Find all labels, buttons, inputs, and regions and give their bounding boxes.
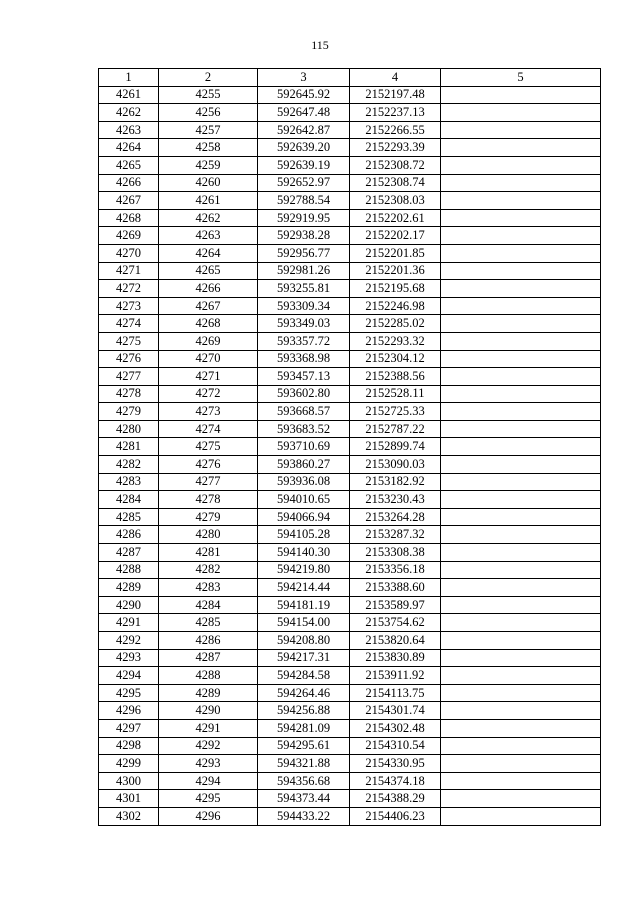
table-cell-col-1: 4288 xyxy=(99,561,159,579)
table-cell-col-5 xyxy=(441,579,601,597)
table-row xyxy=(99,209,601,227)
table-cell-col-3: 594066.94 xyxy=(258,508,350,526)
table-cell-col-2: 4296 xyxy=(159,807,258,825)
table-row xyxy=(99,280,601,298)
table-cell-col-4: 2154302.48 xyxy=(350,719,441,737)
table-cell-col-3: 592647.48 xyxy=(258,104,350,122)
table-row xyxy=(99,315,601,333)
table-row xyxy=(99,807,601,825)
table-row xyxy=(99,244,601,262)
table-cell-col-3: 594154.00 xyxy=(258,614,350,632)
table-row xyxy=(99,385,601,403)
table-cell-col-4: 2152202.61 xyxy=(350,209,441,227)
table-body xyxy=(99,86,601,825)
table-cell-col-2: 4289 xyxy=(159,684,258,702)
table-cell-col-4: 2154374.18 xyxy=(350,772,441,790)
table-cell-col-1: 4295 xyxy=(99,684,159,702)
table-cell-col-2: 4295 xyxy=(159,790,258,808)
table-cell-col-4: 2152246.98 xyxy=(350,297,441,315)
table-cell-col-2: 4260 xyxy=(159,174,258,192)
table-cell-col-3: 593860.27 xyxy=(258,456,350,474)
table-row xyxy=(99,649,601,667)
table-cell-col-1: 4262 xyxy=(99,104,159,122)
table-cell-col-3: 592645.92 xyxy=(258,86,350,104)
table-cell-col-2: 4282 xyxy=(159,561,258,579)
table-cell-col-4: 2153589.97 xyxy=(350,596,441,614)
table-cell-col-3: 594295.61 xyxy=(258,737,350,755)
table-cell-col-1: 4286 xyxy=(99,526,159,544)
table-cell-col-3: 594181.19 xyxy=(258,596,350,614)
table-row xyxy=(99,262,601,280)
table-row xyxy=(99,456,601,474)
table-cell-col-4: 2154301.74 xyxy=(350,702,441,720)
table-cell-col-4: 2154388.29 xyxy=(350,790,441,808)
table-row xyxy=(99,790,601,808)
table-cell-col-1: 4291 xyxy=(99,614,159,632)
table-cell-col-3: 593357.72 xyxy=(258,332,350,350)
table-cell-col-4: 2153308.38 xyxy=(350,544,441,562)
table-cell-col-3: 593602.80 xyxy=(258,385,350,403)
table-cell-col-4: 2154310.54 xyxy=(350,737,441,755)
table-cell-col-5 xyxy=(441,790,601,808)
table-row xyxy=(99,561,601,579)
table-cell-col-4: 2152201.85 xyxy=(350,244,441,262)
table-cell-col-4: 2153754.62 xyxy=(350,614,441,632)
table-row xyxy=(99,737,601,755)
table-cell-col-2: 4270 xyxy=(159,350,258,368)
table-cell-col-5 xyxy=(441,614,601,632)
table-cell-col-1: 4299 xyxy=(99,755,159,773)
table-row xyxy=(99,368,601,386)
table-cell-col-1: 4298 xyxy=(99,737,159,755)
table-row xyxy=(99,544,601,562)
column-header-5: 5 xyxy=(441,69,601,87)
table-cell-col-4: 2152388.56 xyxy=(350,368,441,386)
table-cell-col-4: 2152528.11 xyxy=(350,385,441,403)
table-cell-col-2: 4288 xyxy=(159,667,258,685)
table-cell-col-5 xyxy=(441,315,601,333)
table-cell-col-2: 4286 xyxy=(159,632,258,650)
table-cell-col-5 xyxy=(441,772,601,790)
table-cell-col-2: 4294 xyxy=(159,772,258,790)
table-cell-col-4: 2152202.17 xyxy=(350,227,441,245)
table-cell-col-1: 4280 xyxy=(99,420,159,438)
table-cell-col-4: 2152304.12 xyxy=(350,350,441,368)
table-cell-col-3: 593255.81 xyxy=(258,280,350,298)
table-cell-col-4: 2154113.75 xyxy=(350,684,441,702)
table-cell-col-4: 2152899.74 xyxy=(350,438,441,456)
table-cell-col-2: 4265 xyxy=(159,262,258,280)
table-cell-col-1: 4302 xyxy=(99,807,159,825)
table-row xyxy=(99,684,601,702)
table-cell-col-1: 4287 xyxy=(99,544,159,562)
table-cell-col-1: 4282 xyxy=(99,456,159,474)
table-cell-col-3: 593710.69 xyxy=(258,438,350,456)
table-cell-col-4: 2153230.43 xyxy=(350,491,441,509)
table-row xyxy=(99,227,601,245)
table-cell-col-5 xyxy=(441,473,601,491)
table-cell-col-5 xyxy=(441,508,601,526)
table-cell-col-3: 593457.13 xyxy=(258,368,350,386)
table-cell-col-2: 4291 xyxy=(159,719,258,737)
table-cell-col-4: 2153830.89 xyxy=(350,649,441,667)
table-cell-col-2: 4261 xyxy=(159,192,258,210)
table-cell-col-4: 2153264.28 xyxy=(350,508,441,526)
table-header-row xyxy=(99,69,601,87)
table-row xyxy=(99,614,601,632)
table-cell-col-3: 594010.65 xyxy=(258,491,350,509)
table-row xyxy=(99,332,601,350)
table-cell-col-3: 594284.58 xyxy=(258,667,350,685)
table-cell-col-2: 4285 xyxy=(159,614,258,632)
table-cell-col-2: 4256 xyxy=(159,104,258,122)
column-header-2: 2 xyxy=(159,69,258,87)
table-cell-col-5 xyxy=(441,297,601,315)
table-cell-col-4: 2152197.48 xyxy=(350,86,441,104)
table-cell-col-1: 4264 xyxy=(99,139,159,157)
table-cell-col-3: 593349.03 xyxy=(258,315,350,333)
table-row xyxy=(99,526,601,544)
table-cell-col-3: 592788.54 xyxy=(258,192,350,210)
table-row xyxy=(99,420,601,438)
table-row xyxy=(99,579,601,597)
table-cell-col-2: 4263 xyxy=(159,227,258,245)
table-cell-col-5 xyxy=(441,456,601,474)
table-cell-col-3: 592938.28 xyxy=(258,227,350,245)
table-cell-col-3: 593936.08 xyxy=(258,473,350,491)
table-row xyxy=(99,139,601,157)
table-row xyxy=(99,156,601,174)
table-cell-col-5 xyxy=(441,596,601,614)
table-cell-col-3: 593309.34 xyxy=(258,297,350,315)
table-cell-col-2: 4259 xyxy=(159,156,258,174)
table-cell-col-1: 4270 xyxy=(99,244,159,262)
table-cell-col-1: 4273 xyxy=(99,297,159,315)
table-cell-col-2: 4267 xyxy=(159,297,258,315)
table-cell-col-5 xyxy=(441,174,601,192)
table-cell-col-1: 4269 xyxy=(99,227,159,245)
table-cell-col-1: 4271 xyxy=(99,262,159,280)
table-cell-col-3: 594256.88 xyxy=(258,702,350,720)
table-cell-col-5 xyxy=(441,280,601,298)
table-cell-col-4: 2152293.39 xyxy=(350,139,441,157)
table-cell-col-2: 4290 xyxy=(159,702,258,720)
table-cell-col-3: 592639.20 xyxy=(258,139,350,157)
table-row xyxy=(99,596,601,614)
table-cell-col-5 xyxy=(441,350,601,368)
table-cell-col-5 xyxy=(441,755,601,773)
table-cell-col-2: 4269 xyxy=(159,332,258,350)
table-cell-col-1: 4281 xyxy=(99,438,159,456)
table-row xyxy=(99,491,601,509)
column-header-4: 4 xyxy=(350,69,441,87)
table-cell-col-4: 2152201.36 xyxy=(350,262,441,280)
table-cell-col-3: 594373.44 xyxy=(258,790,350,808)
table-cell-col-4: 2153287.32 xyxy=(350,526,441,544)
table-cell-col-1: 4297 xyxy=(99,719,159,737)
table-cell-col-5 xyxy=(441,807,601,825)
table-cell-col-3: 592919.95 xyxy=(258,209,350,227)
table-row xyxy=(99,403,601,421)
table-cell-col-2: 4266 xyxy=(159,280,258,298)
table-cell-col-4: 2153388.60 xyxy=(350,579,441,597)
table-cell-col-2: 4287 xyxy=(159,649,258,667)
table-cell-col-1: 4274 xyxy=(99,315,159,333)
table-cell-col-1: 4275 xyxy=(99,332,159,350)
table-cell-col-2: 4278 xyxy=(159,491,258,509)
table-row xyxy=(99,719,601,737)
table-cell-col-4: 2152266.55 xyxy=(350,121,441,139)
table-row xyxy=(99,772,601,790)
table-cell-col-4: 2152285.02 xyxy=(350,315,441,333)
table-row xyxy=(99,350,601,368)
table-row xyxy=(99,755,601,773)
table-cell-col-4: 2154406.23 xyxy=(350,807,441,825)
table-cell-col-1: 4285 xyxy=(99,508,159,526)
table-cell-col-3: 592642.87 xyxy=(258,121,350,139)
table-cell-col-5 xyxy=(441,192,601,210)
table-cell-col-2: 4283 xyxy=(159,579,258,597)
table-cell-col-5 xyxy=(441,561,601,579)
table-cell-col-2: 4276 xyxy=(159,456,258,474)
table-cell-col-4: 2153182.92 xyxy=(350,473,441,491)
table-cell-col-1: 4289 xyxy=(99,579,159,597)
table-row xyxy=(99,702,601,720)
table-cell-col-5 xyxy=(441,403,601,421)
table-cell-col-2: 4255 xyxy=(159,86,258,104)
table-cell-col-5 xyxy=(441,209,601,227)
table-cell-col-3: 594219.80 xyxy=(258,561,350,579)
table-row xyxy=(99,632,601,650)
table-cell-col-5 xyxy=(441,139,601,157)
table-cell-col-5 xyxy=(441,632,601,650)
table-cell-col-2: 4258 xyxy=(159,139,258,157)
table-cell-col-3: 594433.22 xyxy=(258,807,350,825)
table-cell-col-5 xyxy=(441,491,601,509)
table-cell-col-1: 4292 xyxy=(99,632,159,650)
table-cell-col-2: 4277 xyxy=(159,473,258,491)
table-cell-col-2: 4292 xyxy=(159,737,258,755)
table-cell-col-1: 4300 xyxy=(99,772,159,790)
table-cell-col-4: 2152293.32 xyxy=(350,332,441,350)
table-cell-col-2: 4273 xyxy=(159,403,258,421)
table-cell-col-5 xyxy=(441,227,601,245)
table-cell-col-5 xyxy=(441,719,601,737)
table-cell-col-1: 4283 xyxy=(99,473,159,491)
table-cell-col-5 xyxy=(441,332,601,350)
table-cell-col-1: 4268 xyxy=(99,209,159,227)
column-header-1: 1 xyxy=(99,69,159,87)
table-cell-col-4: 2153356.18 xyxy=(350,561,441,579)
table-cell-col-1: 4261 xyxy=(99,86,159,104)
table-cell-col-3: 594356.68 xyxy=(258,772,350,790)
table-cell-col-1: 4279 xyxy=(99,403,159,421)
table-cell-col-5 xyxy=(441,438,601,456)
table-cell-col-4: 2152308.74 xyxy=(350,174,441,192)
table-cell-col-4: 2153090.03 xyxy=(350,456,441,474)
table-cell-col-5 xyxy=(441,385,601,403)
table-cell-col-4: 2153820.64 xyxy=(350,632,441,650)
table-cell-col-2: 4262 xyxy=(159,209,258,227)
table-cell-col-4: 2153911.92 xyxy=(350,667,441,685)
table-cell-col-5 xyxy=(441,156,601,174)
table-cell-col-3: 593368.98 xyxy=(258,350,350,368)
table-cell-col-3: 594281.09 xyxy=(258,719,350,737)
table-cell-col-4: 2152308.03 xyxy=(350,192,441,210)
table-cell-col-5 xyxy=(441,737,601,755)
table-cell-col-5 xyxy=(441,121,601,139)
table-cell-col-1: 4276 xyxy=(99,350,159,368)
table-cell-col-4: 2152725.33 xyxy=(350,403,441,421)
table-row xyxy=(99,667,601,685)
table-cell-col-3: 594214.44 xyxy=(258,579,350,597)
table-cell-col-5 xyxy=(441,420,601,438)
table-cell-col-3: 592652.97 xyxy=(258,174,350,192)
table-cell-col-2: 4275 xyxy=(159,438,258,456)
table-cell-col-5 xyxy=(441,244,601,262)
table-cell-col-3: 593683.52 xyxy=(258,420,350,438)
table-row xyxy=(99,192,601,210)
table-cell-col-4: 2152195.68 xyxy=(350,280,441,298)
table-cell-col-3: 594208.80 xyxy=(258,632,350,650)
table-cell-col-5 xyxy=(441,702,601,720)
table-cell-col-5 xyxy=(441,667,601,685)
table-row xyxy=(99,473,601,491)
table-cell-col-5 xyxy=(441,544,601,562)
table-row xyxy=(99,121,601,139)
table-cell-col-1: 4263 xyxy=(99,121,159,139)
table-cell-col-1: 4272 xyxy=(99,280,159,298)
table-cell-col-4: 2152237.13 xyxy=(350,104,441,122)
column-header-3: 3 xyxy=(258,69,350,87)
table-cell-col-2: 4257 xyxy=(159,121,258,139)
table-cell-col-1: 4267 xyxy=(99,192,159,210)
table-cell-col-3: 592956.77 xyxy=(258,244,350,262)
table-cell-col-1: 4277 xyxy=(99,368,159,386)
table-row xyxy=(99,86,601,104)
table-cell-col-4: 2152787.22 xyxy=(350,420,441,438)
table-cell-col-1: 4294 xyxy=(99,667,159,685)
table-cell-col-3: 592639.19 xyxy=(258,156,350,174)
page-number: 115 xyxy=(311,38,329,52)
table-cell-col-2: 4293 xyxy=(159,755,258,773)
table-cell-col-1: 4266 xyxy=(99,174,159,192)
table-cell-col-4: 2152308.72 xyxy=(350,156,441,174)
table-cell-col-2: 4274 xyxy=(159,420,258,438)
table-cell-col-2: 4268 xyxy=(159,315,258,333)
table-row xyxy=(99,174,601,192)
table-cell-col-2: 4281 xyxy=(159,544,258,562)
table-row xyxy=(99,104,601,122)
table-cell-col-2: 4264 xyxy=(159,244,258,262)
table-cell-col-1: 4301 xyxy=(99,790,159,808)
table-cell-col-5 xyxy=(441,368,601,386)
table-cell-col-2: 4271 xyxy=(159,368,258,386)
table-row xyxy=(99,297,601,315)
table-cell-col-1: 4296 xyxy=(99,702,159,720)
table-cell-col-2: 4279 xyxy=(159,508,258,526)
table-cell-col-1: 4284 xyxy=(99,491,159,509)
table-cell-col-5 xyxy=(441,104,601,122)
table-cell-col-5 xyxy=(441,684,601,702)
table-cell-col-3: 593668.57 xyxy=(258,403,350,421)
table-cell-col-2: 4272 xyxy=(159,385,258,403)
table-row xyxy=(99,508,601,526)
table-cell-col-3: 594264.46 xyxy=(258,684,350,702)
table-cell-col-2: 4284 xyxy=(159,596,258,614)
table-cell-col-1: 4265 xyxy=(99,156,159,174)
table-cell-col-3: 594140.30 xyxy=(258,544,350,562)
table-cell-col-1: 4293 xyxy=(99,649,159,667)
table-cell-col-3: 594105.28 xyxy=(258,526,350,544)
table-cell-col-5 xyxy=(441,86,601,104)
table-cell-col-5 xyxy=(441,526,601,544)
table-cell-col-3: 594217.31 xyxy=(258,649,350,667)
coordinates-table xyxy=(98,68,601,826)
table-row xyxy=(99,438,601,456)
table-cell-col-1: 4290 xyxy=(99,596,159,614)
table-cell-col-5 xyxy=(441,649,601,667)
table-cell-col-4: 2154330.95 xyxy=(350,755,441,773)
table-cell-col-1: 4278 xyxy=(99,385,159,403)
table-cell-col-3: 594321.88 xyxy=(258,755,350,773)
table-cell-col-2: 4280 xyxy=(159,526,258,544)
table-cell-col-5 xyxy=(441,262,601,280)
table-cell-col-3: 592981.26 xyxy=(258,262,350,280)
